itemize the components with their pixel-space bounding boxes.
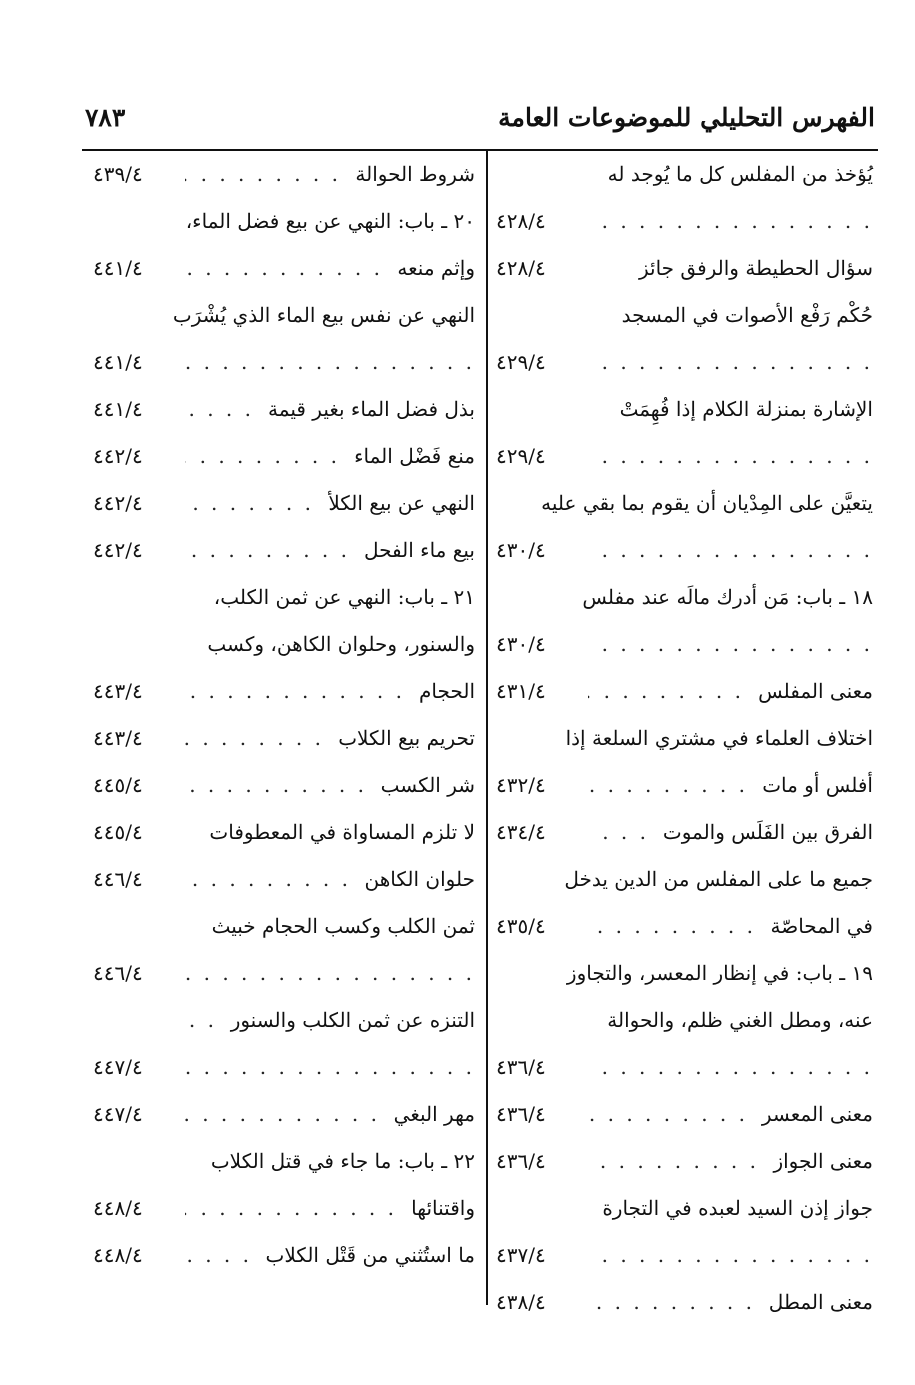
index-entry	[93, 855, 475, 902]
leader-dots	[185, 491, 314, 515]
leader-dots	[588, 444, 873, 468]
entry-page-ref: ٤٤٢/٤	[93, 491, 143, 515]
leader-dots	[588, 632, 873, 656]
index-entry	[496, 291, 873, 338]
index-entry	[93, 761, 475, 808]
entry-page-ref: ٤٤١/٤	[93, 397, 143, 421]
index-column-left	[93, 150, 475, 1278]
entry-title: النهي عن نفس بيع الماء الذي يُشْرَب	[172, 303, 475, 327]
entry-title: والسنور، وحلوان الكاهن، وكسب	[207, 632, 475, 656]
leader-dots	[185, 1008, 217, 1032]
index-entry	[93, 1184, 475, 1231]
index-entry	[496, 855, 873, 902]
index-entry	[93, 620, 475, 667]
leader-dots	[588, 209, 873, 233]
leader-dots	[588, 1149, 759, 1173]
leader-dots	[185, 726, 324, 750]
entry-page-ref: ٤٤٣/٤	[93, 726, 143, 750]
entry-page-ref: ٤٤١/٤	[93, 256, 143, 280]
index-entry	[93, 291, 475, 338]
index-entry	[93, 1137, 475, 1184]
index-entry	[496, 385, 873, 432]
entry-title: التنزه عن ثمن الكلب والسنور	[230, 1008, 475, 1032]
entry-title: حُكْم رَفْع الأصوات في المسجد	[621, 303, 873, 327]
entry-page-ref: ٤٣٠/٤	[496, 538, 546, 562]
entry-page-ref: ٤٤٦/٤	[93, 961, 143, 985]
entry-page-ref: ٤٣٦/٤	[496, 1055, 546, 1079]
entry-page-ref: ٤٤٣/٤	[93, 679, 143, 703]
index-entry	[496, 244, 873, 291]
index-entry	[496, 902, 873, 949]
index-column-right	[496, 150, 873, 1325]
leader-dots	[185, 1102, 380, 1126]
column-divider	[486, 150, 488, 1305]
index-entry	[93, 949, 475, 996]
entry-title: النهي عن بيع الكلأ	[328, 491, 475, 515]
entry-page-ref: ٤٤٧/٤	[93, 1102, 143, 1126]
entry-title: جواز إذن السيد لعبده في التجارة	[602, 1196, 873, 1220]
index-entry	[496, 150, 873, 197]
index-entry	[93, 150, 475, 197]
entry-page-ref: ٤٤٢/٤	[93, 538, 143, 562]
entry-page-ref: ٤٤٦/٤	[93, 867, 143, 891]
entry-title: وإثم منعه	[397, 256, 475, 280]
entry-page-ref: ٤٤١/٤	[93, 350, 143, 374]
entry-title: شروط الحوالة	[355, 162, 475, 186]
index-entry	[496, 1278, 873, 1325]
index-entry	[496, 432, 873, 479]
index-entry	[496, 197, 873, 244]
entry-title: بذل فضل الماء بغير قيمة	[268, 397, 475, 421]
entry-title: حلوان الكاهن	[364, 867, 475, 891]
index-entry	[496, 573, 873, 620]
leader-dots	[588, 538, 873, 562]
entry-page-ref: ٤٣٦/٤	[496, 1149, 546, 1173]
index-entry	[93, 667, 475, 714]
leader-dots	[185, 397, 254, 421]
entry-page-ref: ٤٣٥/٤	[496, 914, 546, 938]
entry-title: ما استُثني من قَتْل الكلاب	[265, 1243, 475, 1267]
entry-title: مهر البغي	[393, 1102, 475, 1126]
entry-title: تحريم بيع الكلاب	[338, 726, 475, 750]
page-header	[85, 103, 875, 145]
entry-title: الإشارة بمنزلة الكلام إذا فُهِمَتْ	[619, 397, 873, 421]
leader-dots	[185, 162, 341, 186]
entry-title: جميع ما على المفلس من الدين يدخل	[564, 867, 873, 891]
leader-dots	[588, 1102, 748, 1126]
index-entry	[496, 479, 873, 526]
entry-page-ref: ٤٤٢/٤	[93, 444, 143, 468]
index-entry	[93, 526, 475, 573]
index-entry	[93, 573, 475, 620]
leader-dots	[185, 256, 383, 280]
index-entry	[496, 1231, 873, 1278]
entry-page-ref: ٤٤٧/٤	[93, 1055, 143, 1079]
entry-title: ٢٢ ـ باب: ما جاء في قتل الكلاب	[210, 1149, 475, 1173]
entry-page-ref: ٤٣٨/٤	[496, 1290, 546, 1314]
entry-title: بيع ماء الفحل	[364, 538, 475, 562]
entry-page-ref: ٤٢٩/٤	[496, 350, 546, 374]
leader-dots	[185, 679, 405, 703]
index-entry	[93, 197, 475, 244]
leader-dots	[185, 1243, 252, 1267]
entry-title: الحجام	[419, 679, 475, 703]
entry-title: معنى الجواز	[773, 1149, 873, 1173]
entry-page-ref: ٤٣٧/٤	[496, 1243, 546, 1267]
entry-title: واقتنائها	[411, 1196, 475, 1220]
entry-title: يتعيَّن على المِدْيان أن يقوم بما بقي عليه	[541, 491, 873, 515]
entry-title: منع فَضْل الماء	[354, 444, 475, 468]
entry-title: عنه، ومطل الغني ظلم، والحوالة	[607, 1008, 873, 1032]
index-entry	[93, 902, 475, 949]
entry-title: ثمن الكلب وكسب الحجام خبيث	[211, 914, 475, 938]
entry-page-ref: ٤٣٤/٤	[496, 820, 546, 844]
entry-page-ref: ٤٣٦/٤	[496, 1102, 546, 1126]
entry-title: يُؤخذ من المفلس كل ما يُوجد له	[607, 162, 873, 186]
entry-title: اختلاف العلماء في مشتري السلعة إذا	[565, 726, 873, 750]
entry-page-ref: ٤٣٠/٤	[496, 632, 546, 656]
entry-page-ref: ٤٣٩/٤	[93, 162, 143, 186]
index-entry	[496, 996, 873, 1043]
entry-title: ٢١ ـ باب: النهي عن ثمن الكلب،	[213, 585, 475, 609]
leader-dots	[185, 1196, 397, 1220]
page-number: ٧٨٣	[85, 103, 126, 132]
leader-dots	[588, 820, 649, 844]
entry-page-ref: ٤٣١/٤	[496, 679, 546, 703]
index-entry	[93, 244, 475, 291]
entry-page-ref: ٤٤٥/٤	[93, 773, 143, 797]
index-entry	[93, 714, 475, 761]
leader-dots	[588, 1243, 873, 1267]
leader-dots	[185, 444, 340, 468]
index-entry	[496, 1043, 873, 1090]
entry-title: معنى المطل	[768, 1290, 873, 1314]
entry-page-ref: ٤٢٩/٤	[496, 444, 546, 468]
entry-title: ١٨ ـ باب: مَن أدرك مالَه عند مفلس	[582, 585, 873, 609]
index-entry	[496, 338, 873, 385]
leader-dots	[185, 961, 475, 985]
index-entry	[93, 479, 475, 526]
leader-dots	[588, 1290, 755, 1314]
leader-dots	[185, 773, 367, 797]
entry-page-ref: ٤٢٨/٤	[496, 209, 546, 233]
index-entry	[496, 667, 873, 714]
index-entry	[93, 1231, 475, 1278]
index-entry	[93, 338, 475, 385]
index-entry	[496, 714, 873, 761]
entry-title: ١٩ ـ باب: في إنظار المعسر، والتجاوز	[566, 961, 873, 985]
entry-page-ref: ٤٢٨/٤	[496, 256, 546, 280]
leader-dots	[588, 350, 873, 374]
page-title: الفهرس التحليلي للموضوعات العامة	[498, 103, 875, 132]
entry-title: الفرق بين الفَلَس والموت	[662, 820, 873, 844]
index-entry	[496, 1184, 873, 1231]
leader-dots	[185, 867, 351, 891]
index-entry	[93, 996, 475, 1043]
entry-title: في المحاصّة	[770, 914, 873, 938]
entry-title: معنى المفلس	[758, 679, 873, 703]
leader-dots	[185, 1055, 475, 1079]
entry-title: سؤال الحطيطة والرفق جائز	[638, 256, 873, 280]
entry-title: ٢٠ ـ باب: النهي عن بيع فضل الماء،	[185, 209, 475, 233]
entry-page-ref: ٤٣٢/٤	[496, 773, 546, 797]
entry-title: أفلس أو مات	[762, 773, 873, 797]
leader-dots	[588, 1055, 873, 1079]
index-entry	[496, 620, 873, 667]
leader-dots	[185, 350, 475, 374]
entry-page-ref: ٤٤٥/٤	[93, 820, 143, 844]
index-entry	[93, 432, 475, 479]
leader-dots	[185, 538, 350, 562]
index-entry	[93, 385, 475, 432]
index-entry	[496, 1090, 873, 1137]
leader-dots	[588, 914, 756, 938]
index-entry	[93, 1090, 475, 1137]
index-entry	[496, 1137, 873, 1184]
leader-dots	[588, 773, 748, 797]
index-entry	[93, 1043, 475, 1090]
entry-title: لا تلزم المساواة في المعطوفات	[209, 820, 475, 844]
index-entry	[93, 808, 475, 855]
index-entry	[496, 761, 873, 808]
index-entry	[496, 949, 873, 996]
entry-page-ref: ٤٤٨/٤	[93, 1196, 143, 1220]
entry-page-ref: ٤٤٨/٤	[93, 1243, 143, 1267]
entry-title: معنى المعسر	[761, 1102, 873, 1126]
entry-title: شر الكسب	[380, 773, 475, 797]
index-entry	[496, 808, 873, 855]
index-entry	[496, 526, 873, 573]
leader-dots	[588, 679, 744, 703]
